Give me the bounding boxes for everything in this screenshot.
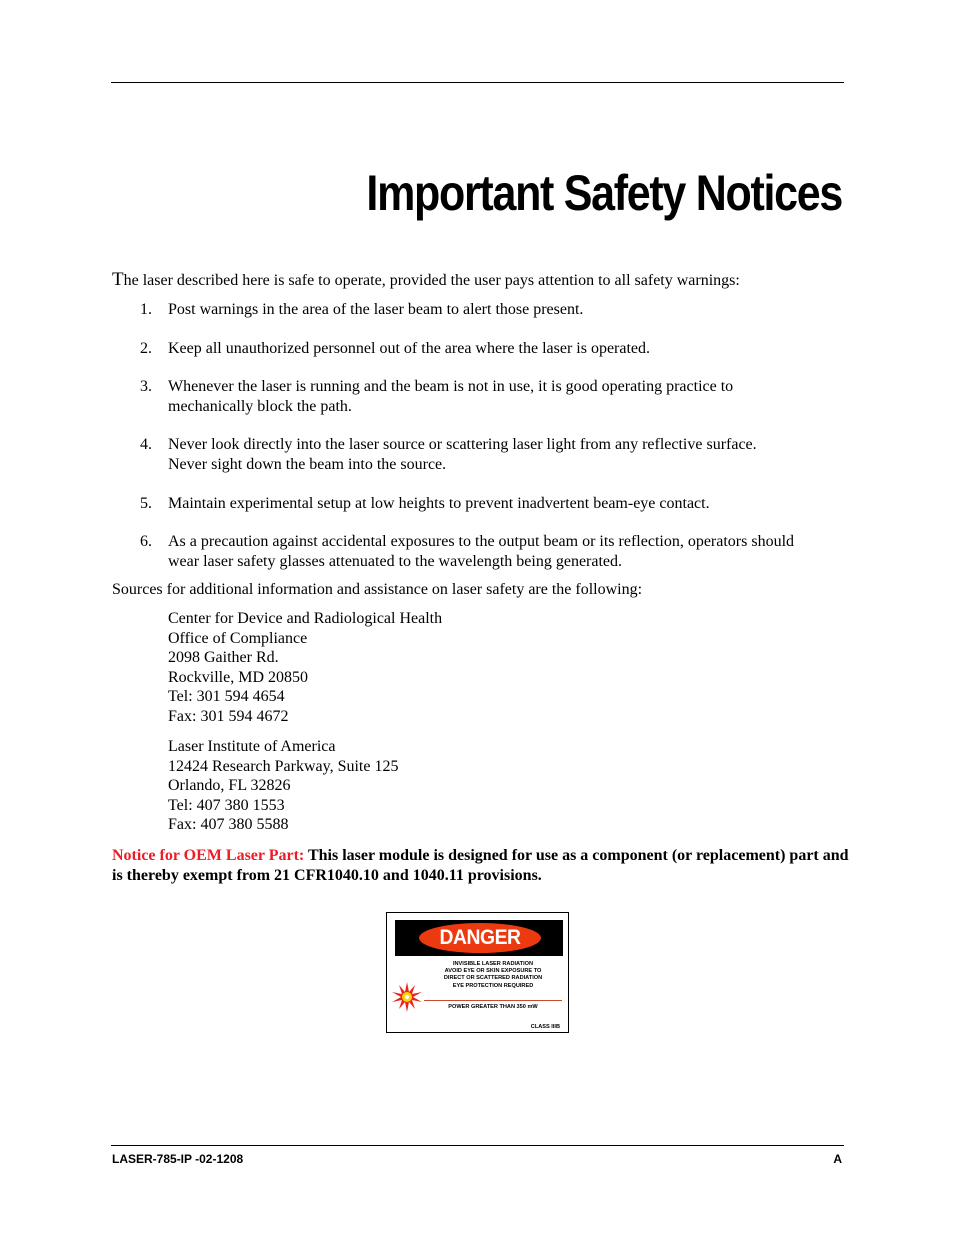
address-phone: Tel: 407 380 1553	[168, 796, 285, 814]
address-line: Laser Institute of America	[168, 738, 336, 755]
intro-text: he laser described here is safe to operate, provided the user pays attention to all safety warnings:	[123, 272, 740, 289]
danger-power: POWER GREATER THAN 350 mW	[448, 1004, 538, 1010]
danger-class: CLASS IIIB	[530, 1024, 560, 1030]
oem-notice-label: Notice for OEM Laser Part:	[112, 847, 305, 864]
list-item-text: Maintain experimental setup at low heights to prevent inadvertent beam-eye contact.	[168, 495, 710, 512]
page-title: Important Safety Notices	[366, 165, 842, 221]
address-line: Office of Compliance	[168, 629, 308, 647]
address-line: Center for Device and Radiological Health	[168, 610, 443, 627]
list-item-text: As a precaution against accidental exposures to the output beam or its reflection, operators should wear laser safety glasses attenuated to the wavelength being generated.	[168, 533, 795, 570]
list-item-number: 2.	[140, 340, 152, 357]
bottom-rule	[111, 1145, 844, 1146]
list-item-number: 6.	[140, 533, 152, 550]
list-item-number: 5.	[140, 495, 152, 512]
list-item-number: 4.	[140, 436, 152, 453]
list-item-number: 1.	[140, 301, 152, 318]
laser-starburst-icon	[391, 981, 423, 1013]
address-line: 2098 Gaither Rd.	[168, 649, 279, 667]
danger-label	[386, 912, 569, 1033]
list-item-text: Post warnings in the area of the laser beam to alert those present.	[168, 301, 584, 318]
danger-warning-text: INVISIBLE LASER RADIATION AVOID EYE OR SKIN EXPOSURE TO DIRECT OR SCATTERED RADIATION EYE PROTECTION REQUIRED	[443, 961, 543, 989]
address-fax: Fax: 301 594 4672	[168, 707, 289, 725]
oem-notice-text: This laser module is designed for use as a component (or replacement) part and is thereby exempt from 21 CFR1040.10 and 1040.11 provisions.	[112, 847, 849, 884]
danger-title: DANGER	[439, 926, 521, 949]
danger-oval	[419, 923, 541, 953]
top-rule	[111, 82, 844, 83]
list-item-number: 3.	[140, 378, 152, 395]
address-line: Rockville, MD 20850	[168, 668, 308, 686]
danger-header	[395, 920, 563, 956]
address-phone: Tel: 301 594 4654	[168, 688, 285, 706]
address-lia	[168, 737, 398, 835]
intro-dropcap: T	[112, 269, 124, 290]
address-line: 12424 Research Parkway, Suite 125	[168, 757, 399, 775]
danger-divider	[424, 1000, 562, 1001]
address-cdrh	[168, 609, 442, 727]
address-line: Orlando, FL 32826	[168, 777, 291, 795]
footer-page-number: A	[833, 1152, 842, 1166]
address-fax: Fax: 407 380 5588	[168, 816, 289, 834]
list-item-text: Keep all unauthorized personnel out of the area where the laser is operated.	[168, 340, 651, 357]
list-item-text: Never look directly into the laser source or scattering laser light from any reflective surface. Never sight down the beam into the source.	[168, 436, 757, 473]
sources-intro: Sources for additional information and assistance on laser safety are the following:	[112, 581, 643, 598]
intro-paragraph	[112, 270, 740, 291]
footer-doc-id: LASER-785-IP -02-1208	[112, 1152, 244, 1166]
list-item-text: Whenever the laser is running and the beam is not in use, it is good operating practice to mechanically block the path.	[168, 378, 734, 415]
oem-notice	[112, 846, 852, 885]
